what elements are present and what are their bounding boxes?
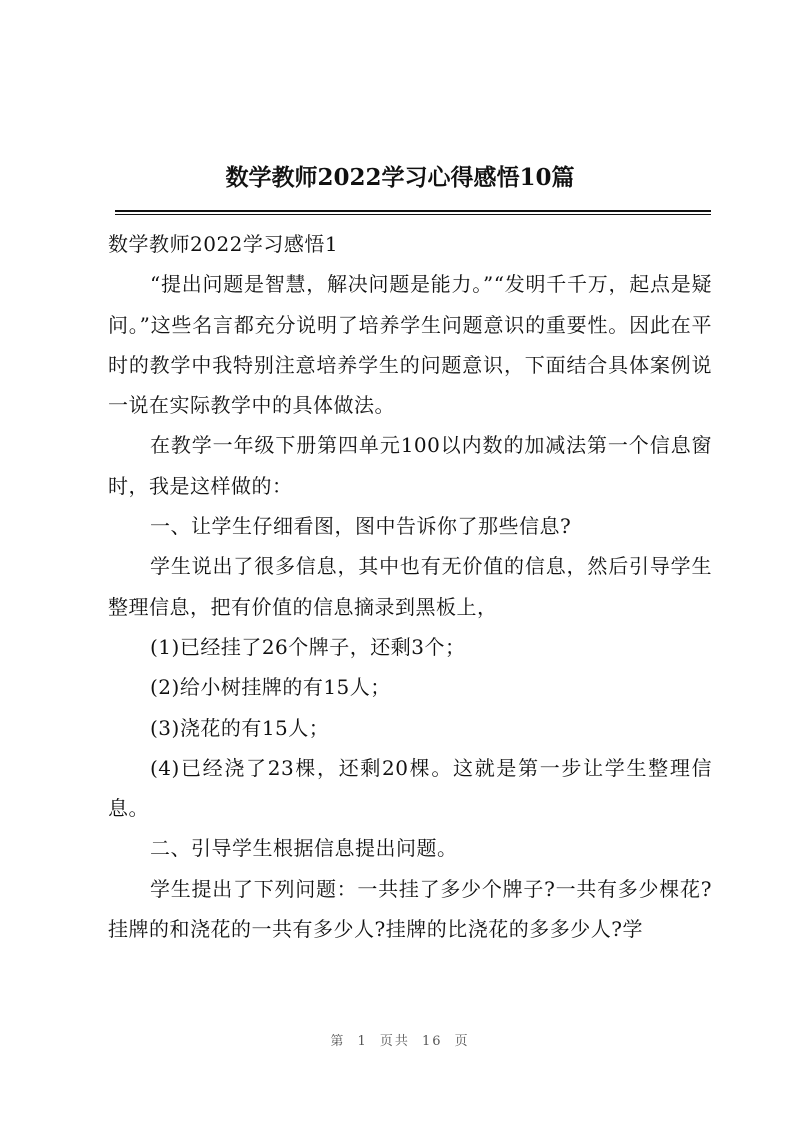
paragraph-quotes: “提出问题是智慧，解决问题是能力。”“发明千千万，起点是疑问。”这些名言都充分说明了培养学生问题意识的重要性。因此在平时的教学中我特别注意培养学生的问题意识，下面结合具体案例说一说在实际教学中的具体做法。 <box>108 272 712 418</box>
page-footer: 第 1 页共 16 页 <box>330 1034 470 1049</box>
document-body <box>108 224 712 949</box>
paragraph-step-one: 一、让学生仔细看图，图中告诉你了那些信息? <box>150 514 572 539</box>
document-title: 数学教师2022学习心得感悟10篇 <box>225 164 575 191</box>
paragraph-student-info: 学生说出了很多信息，其中也有无价值的信息，然后引导学生整理信息，把有价值的信息摘录到黑板上， <box>108 554 712 619</box>
title-divider-thick <box>115 210 711 212</box>
list-item-2: (2)给小树挂牌的有15人； <box>150 675 391 700</box>
paragraph-questions: 学生提出了下列问题：一共挂了多少个牌子?一共有多少棵花?挂牌的和浇花的一共有多少人?挂牌的比浇花的多多少人?学 <box>108 876 712 942</box>
list-item-4: (4)已经浇了23棵，还剩20棵。这就是第一步让学生整理信息。 <box>108 755 712 821</box>
list-item-3: (3)浇花的有15人； <box>150 715 330 740</box>
title-divider-thin <box>115 214 711 215</box>
section-heading: 数学教师2022学习感悟1 <box>108 232 339 256</box>
paragraph-step-two: 二、引导学生根据信息提出问题。 <box>150 836 458 861</box>
paragraph-context: 在教学一年级下册第四单元100以内数的加减法第一个信息窗时，我是这样做的： <box>108 433 712 498</box>
list-item-1: (1)已经挂了26个牌子，还剩3个； <box>150 634 466 659</box>
